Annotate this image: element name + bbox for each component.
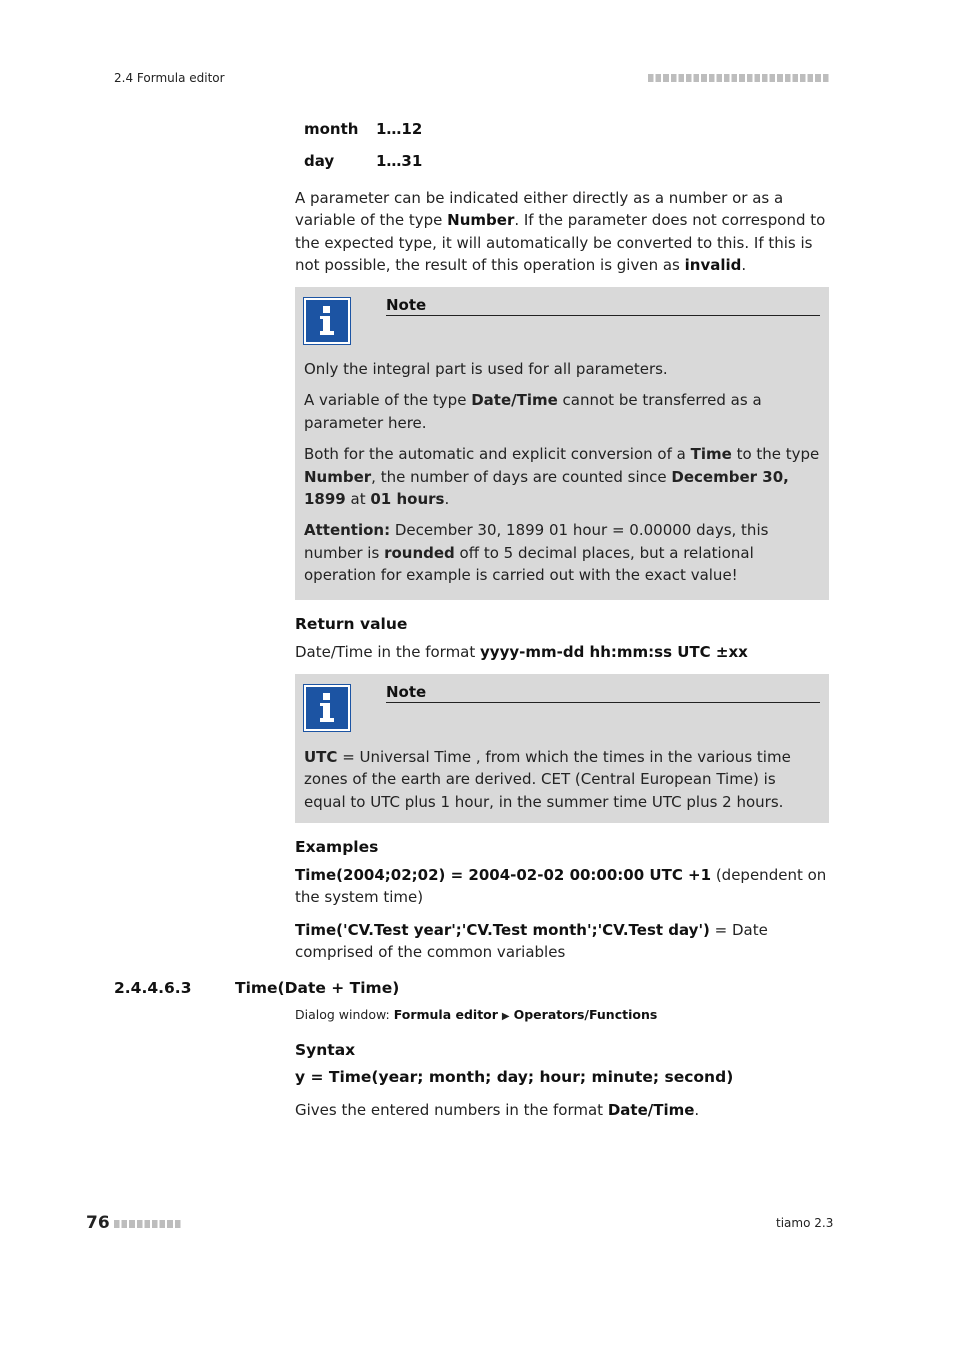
param-value: 1…12: [376, 120, 423, 138]
examples-heading: Examples: [295, 838, 379, 856]
note-paragraph: Both for the automatic and explicit conversion of a Time to the type Number, the number of days are counted since December 30, 1899 at 01 hours.: [304, 445, 820, 509]
example-2: Time('CV.Test year';'CV.Test month';'CV.Test day') = Date comprised of the common variables: [295, 921, 768, 962]
param-key: day: [304, 152, 335, 170]
syntax-code: y = Time(year; month; day; hour; minute; second): [295, 1068, 734, 1086]
header-dot-bar: [648, 74, 830, 82]
note-paragraph: Only the integral part is used for all parameters.: [304, 360, 668, 378]
product-name: tiamo 2.3: [776, 1216, 834, 1230]
example-1: Time(2004;02;02) = 2004-02-02 00:00:00 UTC +1 (dependent on the system time): [295, 866, 827, 907]
return-value-text: Date/Time in the format yyyy-mm-dd hh:mm:ss UTC ±xx: [295, 643, 748, 661]
note-body: [304, 746, 820, 822]
note-box-2: [295, 674, 829, 823]
param-row-month: [0, 120, 954, 142]
return-value-heading: Return value: [295, 615, 408, 633]
note-title: Note: [386, 683, 820, 703]
page-number: 76: [86, 1213, 110, 1233]
info-icon: [304, 298, 350, 344]
note-title: Note: [386, 296, 820, 316]
section-title: Time(Date + Time): [235, 979, 400, 997]
triangle-right-icon: ▶: [501, 1011, 510, 1022]
parameter-paragraph: A parameter can be indicated either directly as a number or as a variable of the type Number. If the parameter does not correspond to the expected type, it will automatically be converted to this. If this is not possible, the result of this operation is given as invalid.: [295, 189, 826, 275]
running-header: 2.4 Formula editor: [114, 71, 225, 85]
syntax-description: Gives the entered numbers in the format Date/Time.: [295, 1101, 700, 1119]
note-paragraph: A variable of the type Date/Time cannot be transferred as a parameter here.: [304, 391, 762, 432]
note-paragraph: Attention: December 30, 1899 01 hour = 0.00000 days, this number is rounded off to 5 decimal places, but a relational operation for example is carried out with the exact value!: [304, 521, 769, 585]
note-body: [304, 358, 820, 596]
note-box-1: [295, 287, 829, 600]
param-row-day: [0, 152, 954, 174]
note-paragraph: UTC = Universal Time , from which the times in the various time zones of the earth are derived. CET (Central European Time) is equal to UTC plus 1 hour, in the summer time UTC plus 2 hours.: [304, 748, 791, 811]
section-number: 2.4.4.6.3: [114, 979, 192, 997]
param-value: 1…31: [376, 152, 423, 170]
dialog-path: Dialog window: Formula editor ▶ Operators/Functions: [295, 1007, 658, 1022]
info-icon: [304, 685, 350, 731]
footer-dot-bar: [114, 1220, 182, 1228]
syntax-heading: Syntax: [295, 1041, 356, 1059]
param-key: month: [304, 120, 359, 138]
